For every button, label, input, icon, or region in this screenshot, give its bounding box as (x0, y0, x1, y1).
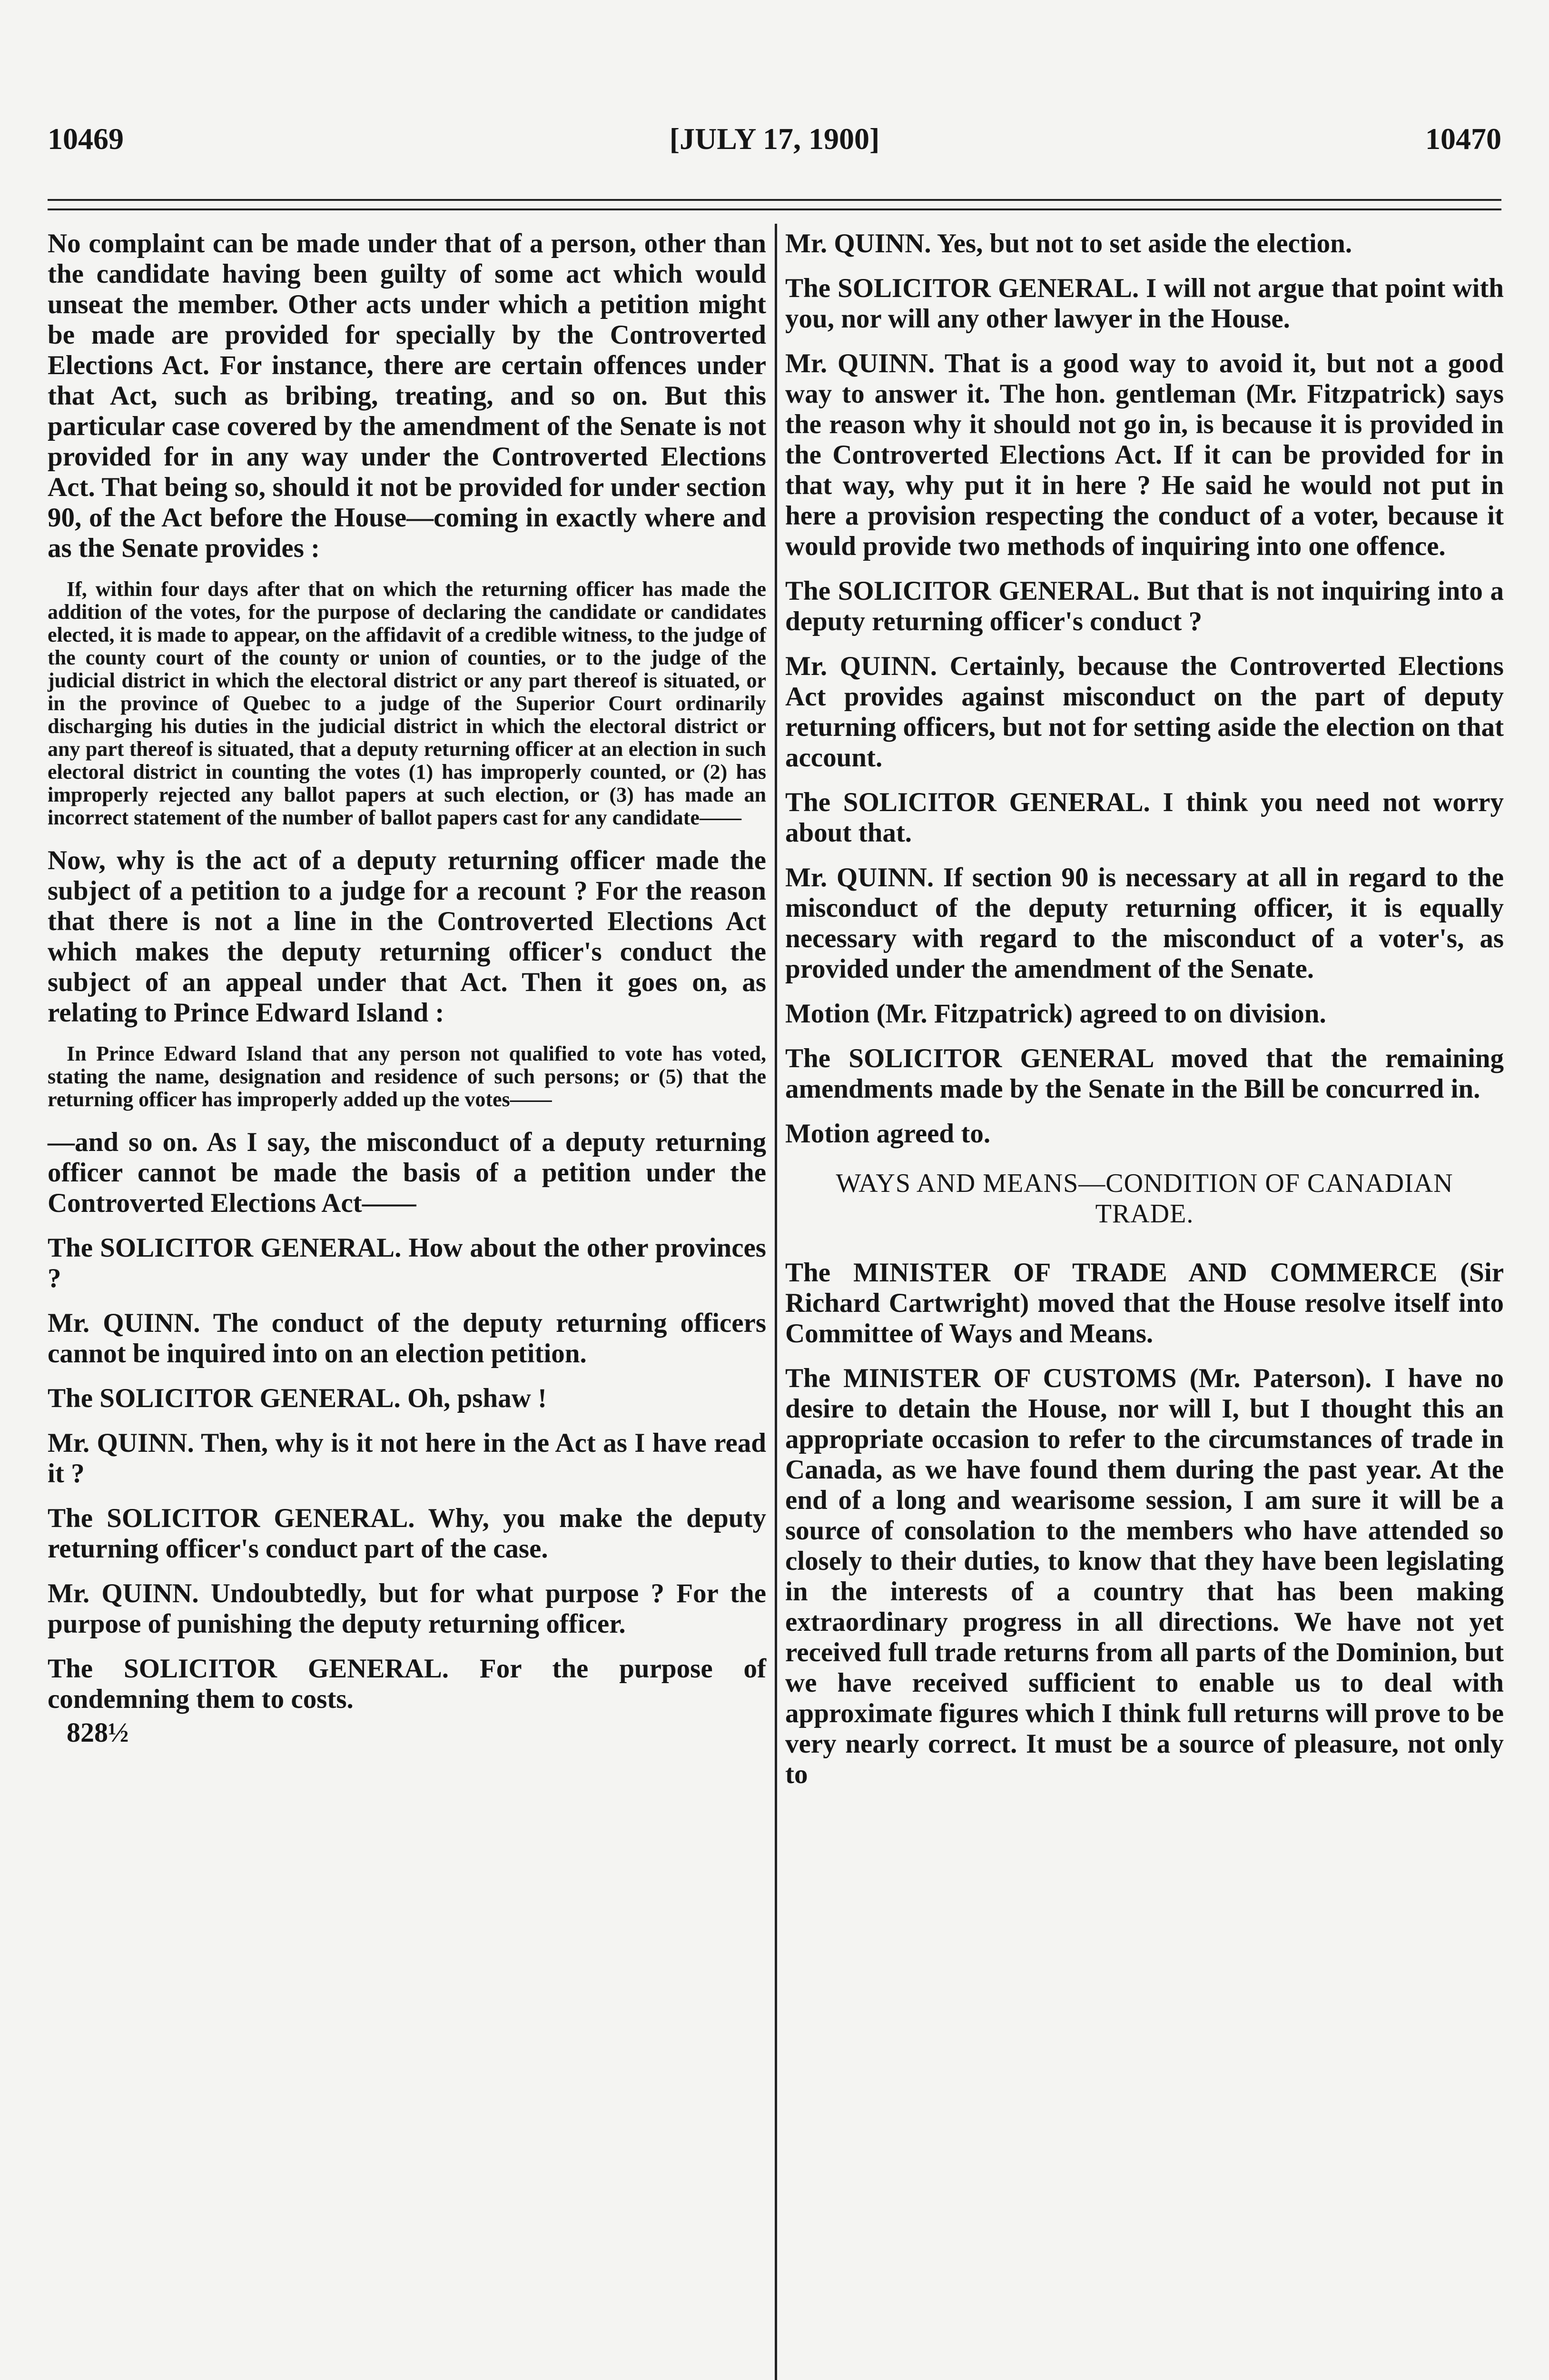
paragraph: Mr. QUINN. If section 90 is necessary at all in regard to the misconduct of the deputy returning officer, it is equally necessary with regard to the misconduct of a voter's, as provided under the amendment of the Senate. (785, 863, 1504, 984)
paragraph: The MINISTER OF CUSTOMS (Mr. Paterson). I have no desire to detain the House, nor will I, but I thought this an appropriate occasion to refer to the circumstances of trade in Canada, as we have found them during the past year. At the end of a long and wearisome session, I am sure it will be a source of consolation to the members who have attended so closely to their duties, to know that they have been legislating in the interests of a country that has been making extraordinary progress in all directions. We have not yet received full trade returns from all parts of the Dominion, but we have received sufficient to enable us to deal with approximate figures which I think full returns will prove to be very nearly correct. It must be a source of pleasure, not only to (785, 1363, 1504, 1789)
paragraph: Motion (Mr. Fitzpatrick) agreed to on division. (785, 999, 1326, 1029)
quoted-clause: In Prince Edward Island that any person not qualified to vote has voted, stating the name, designation and residence of such persons; or (5) that the returning officer has improperly added up the votes—— (48, 1042, 766, 1111)
paragraph: Mr. QUINN. That is a good way to avoid it, but not a good way to answer it. The hon. gentleman (Mr. Fitzpatrick) says the reason why it should not go in, is because it is provided in the Controverted Elections Act. If it can be provided for in that way, why put it in here ? He said he would not put in here a provision respecting the conduct of a voter, because it would provide two methods of inquiring into one offence. (785, 348, 1504, 561)
right-column (785, 228, 1504, 1804)
paragraph: Mr. QUINN. Certainly, because the Controverted Elections Act provides against misconduct on the part of deputy returning officers, but not for setting aside the election on that account. (785, 651, 1504, 773)
paragraph: Mr. QUINN. The conduct of the deputy returning officers cannot be inquired into on an election petition. (48, 1308, 766, 1368)
left-column (48, 228, 766, 1748)
header-rule (48, 199, 1501, 210)
section-heading: WAYS AND MEANS—CONDITION OF CANADIAN TRADE. (836, 1169, 1453, 1229)
header-date: [JULY 17, 1900] (669, 122, 880, 156)
column-divider (775, 224, 777, 2380)
paragraph: —and so on. As I say, the misconduct of a deputy returning officer cannot be made the basis of a petition under the Controverted Elections Act—— (48, 1127, 766, 1218)
paragraph: Mr. QUINN. Yes, but not to set aside the election. (785, 228, 1352, 258)
paragraph: Now, why is the act of a deputy returning officer made the subject of a petition to a judge for a recount ? For the reason that there is not a line in the Controverted Elections Act which makes the deputy returning officer's conduct the subject of an appeal under that Act. Then it goes on, as relating to Prince Edward Island : (48, 845, 766, 1028)
paragraph: Mr. QUINN. Then, why is it not here in the Act as I have read it ? (48, 1428, 766, 1488)
left-page-number: 10469 (48, 122, 124, 156)
paragraph: The SOLICITOR GENERAL. I will not argue that point with you, nor will any other lawyer in the House. (785, 273, 1504, 334)
paragraph: The SOLICITOR GENERAL. Why, you make the deputy returning officer's conduct part of the case. (48, 1503, 766, 1564)
paragraph: The SOLICITOR GENERAL. But that is not inquiring into a deputy returning officer's conduct ? (785, 576, 1504, 636)
paragraph: Motion agreed to. (785, 1119, 991, 1149)
paragraph: The SOLICITOR GENERAL. I think you need not worry about that. (785, 787, 1504, 848)
quoted-clause: If, within four days after that on which the returning officer has made the addition of the votes, for the purpose of declaring the candidate or candidates elected, it is made to appear, on the affidavit of a credible witness, to the judge of the county court of the county or union of counties, or to the judge of the judicial district in which the electoral district or any part thereof is situated, or in the province of Quebec to a judge of the Superior Court ordinarily discharging his duties in the judicial district in which the electoral district or any part thereof is situated, that a deputy returning officer at an election in such electoral district in counting the votes (1) has improperly counted, or (2) has improperly rejected any ballot papers at such election, or (3) has made an incorrect statement of the number of ballot papers cast for any candidate—— (48, 577, 766, 829)
right-page-number: 10470 (1425, 122, 1501, 156)
paragraph: The SOLICITOR GENERAL. Oh, pshaw ! (48, 1383, 547, 1413)
paragraph: The SOLICITOR GENERAL. For the purpose of condemning them to costs. (48, 1654, 766, 1714)
page-header (48, 121, 1501, 164)
paragraph: Mr. QUINN. Undoubtedly, but for what purpose ? For the purpose of punishing the deputy returning officer. (48, 1578, 766, 1639)
signature-mark: 828½ (67, 1717, 129, 1748)
paragraph: The MINISTER OF TRADE AND COMMERCE (Sir Richard Cartwright) moved that the House resolve itself into Committee of Ways and Means. (785, 1258, 1504, 1349)
paragraph: The SOLICITOR GENERAL moved that the remaining amendments made by the Senate in the Bill be concurred in. (785, 1043, 1504, 1104)
paragraph: The SOLICITOR GENERAL. How about the other provinces ? (48, 1233, 766, 1293)
paragraph: No complaint can be made under that of a person, other than the candidate having been guilty of some act which would unseat the member. Other acts under which a petition might be made are provided for specially by the Controverted Elections Act. For instance, there are certain offences under that Act, such as bribing, treating, and so on. But this particular case covered by the amendment of the Senate is not provided for in any way under the Controverted Elections Act. That being so, should it not be provided for under section 90, of the Act before the House—coming in exactly where and as the Senate provides : (48, 228, 766, 563)
